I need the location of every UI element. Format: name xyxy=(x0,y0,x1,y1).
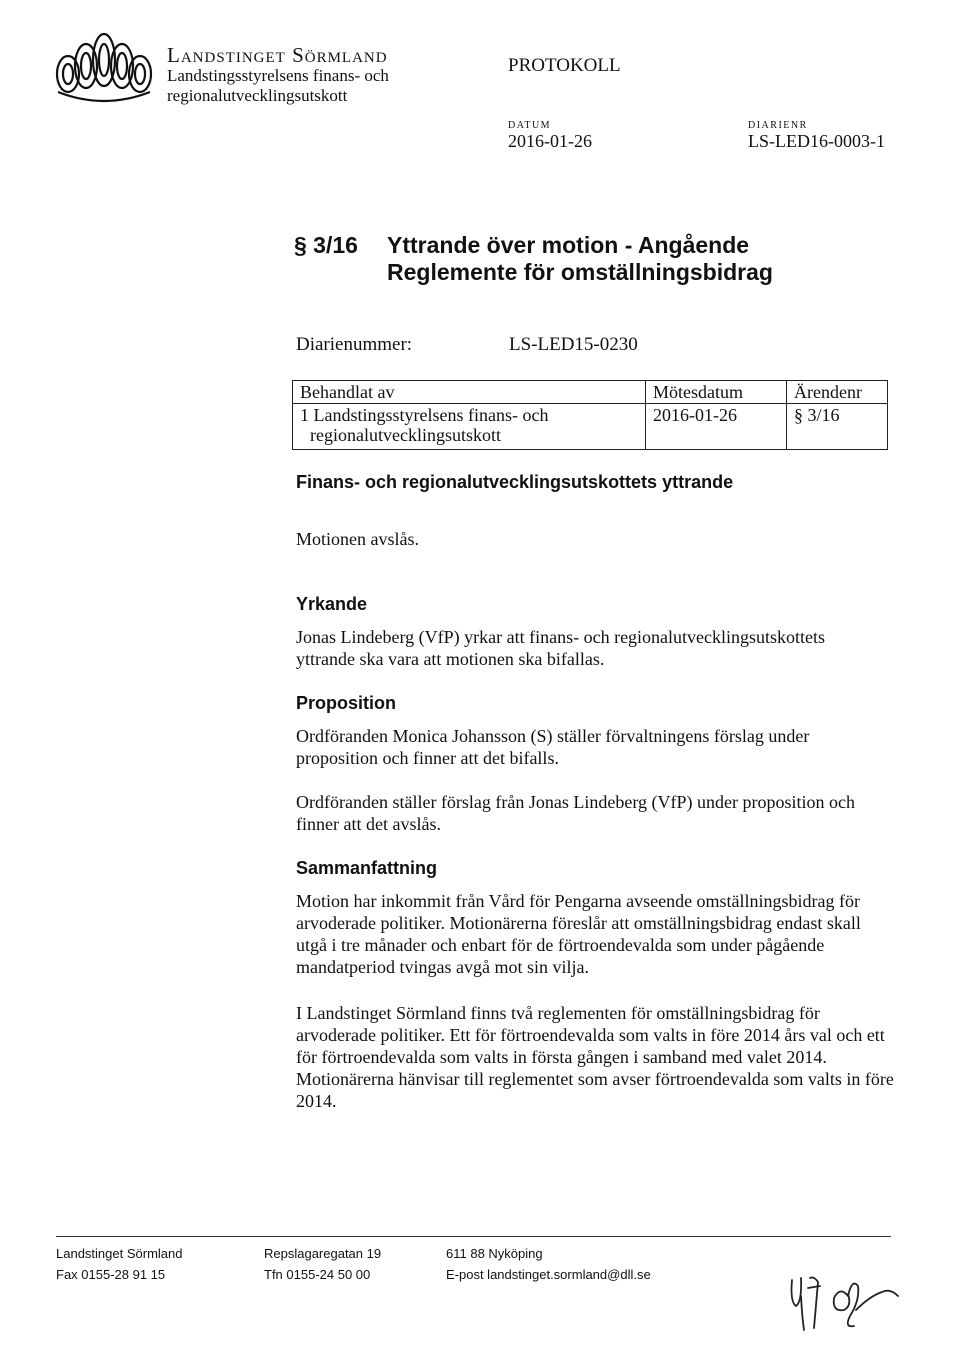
summary-heading: Sammanfattning xyxy=(296,858,438,878)
page-title xyxy=(387,232,773,286)
cell-behandlat xyxy=(293,404,646,450)
summary-text1: Motion har inkommit från Vård för Pengarna avseende omställningsbidrag för arvoderade politiker. Motionärerna föreslår att omställningsbidrag endast skall utgå i tre månader och enbart för de förtroendevalda som under pågående mandatperiod tvingas avgå mot sin vilja. xyxy=(296,891,861,977)
diarie-block xyxy=(748,120,885,152)
handled-table xyxy=(292,380,888,450)
footer-phone: Tfn 0155-24 50 00 xyxy=(264,1267,371,1282)
org-committee-line2: regionalutvecklingsutskott xyxy=(167,86,348,105)
cell-behandlat-line2: regionalutvecklingsutskott xyxy=(310,425,501,445)
statement-heading: Finans- och regionalutvecklingsutskottets yttrande xyxy=(296,472,734,492)
header-motesdatum: Mötesdatum xyxy=(646,381,787,404)
diarie-label: DIARIENR xyxy=(748,120,808,131)
footer-divider xyxy=(56,1236,891,1237)
title-line2: Reglemente för omställningsbidrag xyxy=(387,259,773,285)
org-name: Landstinget Sörmland xyxy=(167,43,388,67)
footer-col-address xyxy=(264,1243,381,1285)
document-type: PROTOKOLL xyxy=(508,55,621,76)
date-block xyxy=(508,120,592,152)
footer-street: Repslagaregatan 19 xyxy=(264,1246,382,1261)
diarie-value: LS-LED16-0003-1 xyxy=(748,131,885,151)
footer-org: Landstinget Sörmland xyxy=(56,1246,183,1261)
statement-text: Motionen avslås. xyxy=(296,529,419,549)
table-row xyxy=(293,404,888,450)
yrkande-text: Jonas Lindeberg (VfP) yrkar att finans- och regionalutvecklingsutskottets yttrande ska vara att motionen ska bifallas. xyxy=(296,627,826,669)
cell-arendenr: § 3/16 xyxy=(787,404,888,450)
header-behandlat: Behandlat av xyxy=(293,381,646,404)
org-committee-line1: Landstingsstyrelsens finans- och xyxy=(167,66,389,85)
date-value: 2016-01-26 xyxy=(508,131,592,151)
cell-behandlat-line1: 1 Landstingsstyrelsens finans- och xyxy=(300,405,549,425)
footer-fax: Fax 0155-28 91 15 xyxy=(56,1267,166,1282)
proposition-text2: Ordföranden ställer förslag från Jonas Lindeberg (VfP) under proposition och finner att det avslås. xyxy=(296,792,856,834)
footer-col-org xyxy=(56,1243,182,1285)
summary-text2: I Landstinget Sörmland finns två reglementen för omställningsbidrag för arvoderade politiker. Ett för förtroendevalda som valts in före 2014 års val och ett för förtroendevalda som valts in första gången i samband med valet 2014. Motionärerna hänvisar till reglementet som avser förtroendevalda som valts in före 2014. xyxy=(296,1003,894,1111)
proposition-text1: Ordföranden Monica Johansson (S) ställer förvaltningens förslag under proposition och finner att det bifalls. xyxy=(296,726,810,768)
paragraph-number: § 3/16 xyxy=(294,232,358,258)
proposition-heading: Proposition xyxy=(296,693,396,713)
header-arendenr: Ärendenr xyxy=(787,381,888,404)
cell-motesdatum: 2016-01-26 xyxy=(646,404,787,450)
diarienummer-label: Diarienummer: xyxy=(296,334,413,355)
logo-crown-icon xyxy=(54,30,154,104)
footer-postal: 611 88 Nyköping xyxy=(446,1246,543,1261)
org-block xyxy=(167,44,389,106)
date-label: DATUM xyxy=(508,120,552,131)
diarienummer-value: LS-LED15-0230 xyxy=(509,334,638,355)
yrkande-heading: Yrkande xyxy=(296,594,368,614)
footer-col-postal xyxy=(446,1243,651,1285)
table-header-row xyxy=(293,381,888,404)
handwritten-initials-signature xyxy=(786,1266,916,1336)
title-line1: Yttrande över motion - Angående xyxy=(387,232,750,258)
footer-email: E-post landstinget.sormland@dll.se xyxy=(446,1267,651,1282)
